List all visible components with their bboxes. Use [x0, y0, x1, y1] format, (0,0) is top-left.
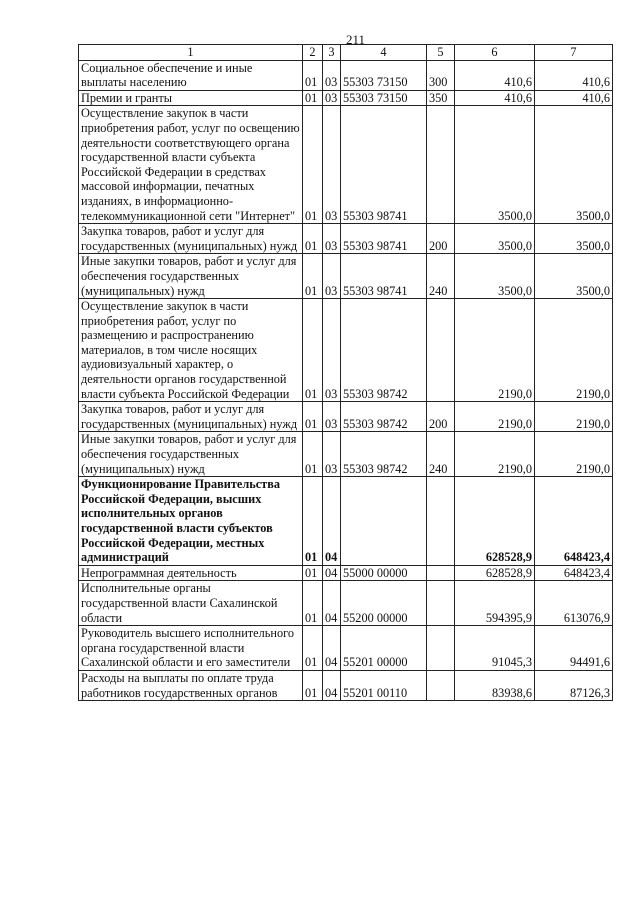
- target-article-cell: 55303 98741: [341, 224, 427, 254]
- amount-col6-cell: 2190,0: [455, 299, 535, 402]
- page-number: 211: [346, 32, 366, 47]
- amount-col6-cell: 628528,9: [455, 477, 535, 566]
- amount-col6-cell: 3500,0: [455, 224, 535, 254]
- table-header-row: [79, 45, 613, 61]
- table-row: [79, 565, 613, 581]
- amount-col7-cell: 94491,6: [535, 626, 613, 671]
- row-name-cell: Осуществление закупок в части приобретения работ, услуг по размещению и распространению материалов, в том числе носящих аудиовизуальный характер, о деятельности органов государственной власти субъекта Российской Федерации: [79, 299, 303, 402]
- target-article-cell: [341, 477, 427, 566]
- row-name-cell: Иные закупки товаров, работ и услуг для обеспечения государственных (муниципальных) нужд: [79, 432, 303, 477]
- expense-type-cell: 350: [427, 90, 455, 106]
- table-row: [79, 670, 613, 700]
- amount-col7-cell: 648423,4: [535, 565, 613, 581]
- row-name-cell: Премии и гранты: [79, 90, 303, 106]
- subsection-code-cell: 04: [323, 477, 341, 566]
- row-name-cell: Руководитель высшего исполнительного органа государственной власти Сахалинской области и его заместители: [79, 626, 303, 671]
- header-cell-col1: 1: [79, 45, 303, 61]
- subsection-code-cell: 03: [323, 90, 341, 106]
- section-code-cell: 01: [303, 477, 323, 566]
- row-name-cell: Закупка товаров, работ и услуг для государственных (муниципальных) нужд: [79, 224, 303, 254]
- amount-col6-cell: 3500,0: [455, 254, 535, 299]
- amount-col6-cell: 594395,9: [455, 581, 535, 626]
- header-cell-col4: 4: [341, 45, 427, 61]
- amount-col7-cell: 87126,3: [535, 670, 613, 700]
- table-row: [79, 90, 613, 106]
- amount-col6-cell: 410,6: [455, 90, 535, 106]
- expense-type-cell: [427, 106, 455, 224]
- table-row: [79, 581, 613, 626]
- target-article-cell: 55303 98741: [341, 106, 427, 224]
- section-code-cell: 01: [303, 402, 323, 432]
- subsection-code-cell: 03: [323, 254, 341, 299]
- expense-type-cell: [427, 565, 455, 581]
- amount-col7-cell: 3500,0: [535, 224, 613, 254]
- row-name-cell: Осуществление закупок в части приобретения работ, услуг по освещению деятельности соответствующего органа государственной власти субъекта Российской Федерации в средствах массовой информации, печатных изданиях, в информационно-телекоммуникационной сети "Интернет": [79, 106, 303, 224]
- target-article-cell: 55000 00000: [341, 565, 427, 581]
- table-row: [79, 224, 613, 254]
- expense-type-cell: [427, 581, 455, 626]
- table-row: [79, 299, 613, 402]
- row-name-cell: Расходы на выплаты по оплате труда работников государственных органов: [79, 670, 303, 700]
- budget-table: [78, 44, 613, 701]
- header-cell-col5: 5: [427, 45, 455, 61]
- target-article-cell: 55303 98741: [341, 254, 427, 299]
- target-article-cell: 55201 00000: [341, 626, 427, 671]
- target-article-cell: 55303 73150: [341, 60, 427, 90]
- expense-type-cell: [427, 477, 455, 566]
- section-code-cell: 01: [303, 299, 323, 402]
- amount-col7-cell: 3500,0: [535, 254, 613, 299]
- header-cell-col3: 3: [323, 45, 341, 61]
- expense-type-cell: 200: [427, 402, 455, 432]
- expense-type-cell: 300: [427, 60, 455, 90]
- expense-type-cell: 200: [427, 224, 455, 254]
- amount-col7-cell: 3500,0: [535, 106, 613, 224]
- row-name-cell: Закупка товаров, работ и услуг для государственных (муниципальных) нужд: [79, 402, 303, 432]
- table-row: [79, 106, 613, 224]
- amount-col6-cell: 410,6: [455, 60, 535, 90]
- subsection-code-cell: 03: [323, 299, 341, 402]
- subsection-code-cell: 04: [323, 670, 341, 700]
- target-article-cell: 55303 98742: [341, 402, 427, 432]
- row-name-cell: Непрограммная деятельность: [79, 565, 303, 581]
- section-code-cell: 01: [303, 90, 323, 106]
- expense-type-cell: [427, 670, 455, 700]
- table-row: [79, 402, 613, 432]
- section-code-cell: 01: [303, 581, 323, 626]
- subsection-code-cell: 03: [323, 60, 341, 90]
- header-cell-col6: 6: [455, 45, 535, 61]
- target-article-cell: 55201 00110: [341, 670, 427, 700]
- target-article-cell: 55303 73150: [341, 90, 427, 106]
- target-article-cell: 55200 00000: [341, 581, 427, 626]
- expense-type-cell: 240: [427, 254, 455, 299]
- amount-col6-cell: 2190,0: [455, 402, 535, 432]
- row-name-cell: Социальное обеспечение и иные выплаты населению: [79, 60, 303, 90]
- expense-type-cell: [427, 626, 455, 671]
- amount-col6-cell: 91045,3: [455, 626, 535, 671]
- amount-col6-cell: 3500,0: [455, 106, 535, 224]
- amount-col7-cell: 2190,0: [535, 299, 613, 402]
- section-code-cell: 01: [303, 565, 323, 581]
- expense-type-cell: [427, 299, 455, 402]
- amount-col7-cell: 2190,0: [535, 432, 613, 477]
- section-code-cell: 01: [303, 224, 323, 254]
- amount-col7-cell: 410,6: [535, 60, 613, 90]
- header-cell-col7: 7: [535, 45, 613, 61]
- table-row: [79, 254, 613, 299]
- amount-col7-cell: 648423,4: [535, 477, 613, 566]
- target-article-cell: 55303 98742: [341, 299, 427, 402]
- row-name-cell: Иные закупки товаров, работ и услуг для обеспечения государственных (муниципальных) нужд: [79, 254, 303, 299]
- expense-type-cell: 240: [427, 432, 455, 477]
- section-code-cell: 01: [303, 626, 323, 671]
- amount-col7-cell: 410,6: [535, 90, 613, 106]
- section-code-cell: 01: [303, 670, 323, 700]
- amount-col6-cell: 83938,6: [455, 670, 535, 700]
- section-code-cell: 01: [303, 60, 323, 90]
- target-article-cell: 55303 98742: [341, 432, 427, 477]
- subsection-code-cell: 04: [323, 565, 341, 581]
- section-code-cell: 01: [303, 432, 323, 477]
- subsection-code-cell: 04: [323, 626, 341, 671]
- table-row: [79, 626, 613, 671]
- amount-col6-cell: 628528,9: [455, 565, 535, 581]
- row-name-cell: Функционирование Правительства Российской Федерации, высших исполнительных органов государственной власти субъектов Российской Федерации, местных администраций: [79, 477, 303, 566]
- table-row: [79, 432, 613, 477]
- header-cell-col2: 2: [303, 45, 323, 61]
- subsection-code-cell: 03: [323, 106, 341, 224]
- amount-col7-cell: 613076,9: [535, 581, 613, 626]
- subsection-code-cell: 03: [323, 432, 341, 477]
- subsection-code-cell: 03: [323, 402, 341, 432]
- table-row: [79, 60, 613, 90]
- table-row: [79, 477, 613, 566]
- section-code-cell: 01: [303, 106, 323, 224]
- subsection-code-cell: 03: [323, 224, 341, 254]
- subsection-code-cell: 04: [323, 581, 341, 626]
- section-code-cell: 01: [303, 254, 323, 299]
- amount-col7-cell: 2190,0: [535, 402, 613, 432]
- row-name-cell: Исполнительные органы государственной власти Сахалинской области: [79, 581, 303, 626]
- amount-col6-cell: 2190,0: [455, 432, 535, 477]
